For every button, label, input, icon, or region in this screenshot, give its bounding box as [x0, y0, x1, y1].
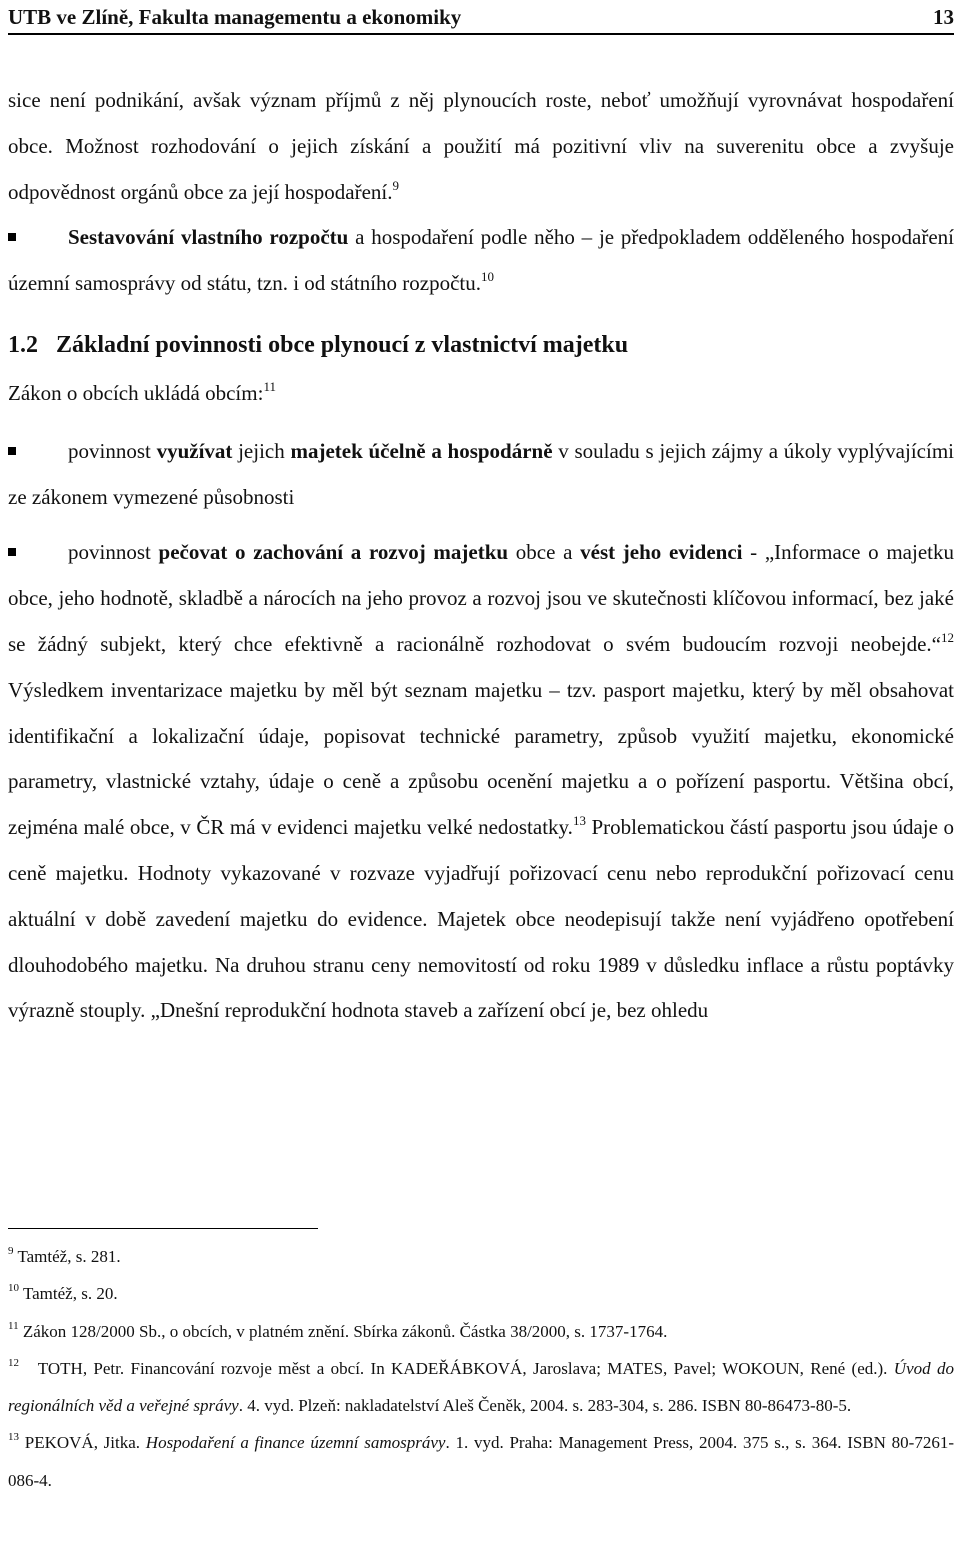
footnote-10: $^{10}$ Tamtéž, s. 20.	[8, 1282, 118, 1304]
main-content	[8, 78, 954, 1034]
page-number: 13	[933, 5, 954, 29]
intro-line: Zákon o obcích ukládá obcím:$^{11}$	[8, 378, 276, 405]
footnote-ref: 12	[941, 629, 954, 645]
page-header	[8, 0, 954, 35]
footnote-11: $^{11}$ Zákon 128/2000 Sb., o obcích, v platném znění. Sbírka zákonů. Částka 38/2000, s. 1737-1764.	[8, 1319, 668, 1341]
paragraph-1: sice není podnikání, avšak význam příjmů z něj plynoucích roste, neboť umožňují vyrovnávat hospodaření obce. Možnost rozhodování o jejich získání a použití má pozitivní vliv na suverenitu obce a zvyšuje odpovědnost orgánů obce za její hospodaření.$^9$	[8, 88, 954, 204]
section-heading: 1.2 Základní povinnosti obce plynoucí z vlastnictví majetku	[8, 331, 629, 358]
bullet-square-icon	[8, 548, 16, 556]
header-title: UTB ve Zlíně, Fakulta managementu a ekonomiky	[8, 5, 462, 29]
bullet-item: povinnost pečovat o zachování a rozvoj majetku obce a vést jeho evidenci - „Informace o majetku obce, jeho hodnotě, skladbě a nárocích na jeho provoz a rozvoj jsou ve skutečnosti klíčovou informací, bez jaké se žádný subjekt, který chce efektivně a racionálně rozhodovat o svém budoucím rozvoji neobejde.“$^{12}$ Výsledkem inventarizace majetku by měl být seznam majetku – tzv. pasport majetku, který by měl obsahovat identifikační a lokalizační údaje, popisovat technické parametry, způsob využití majetku, ekonomické parametry, vlastnické vztahy, údaje o ceně a způsobu ocenění majetku a o pořízení pasportu. Většina obcí, zejména malé obce, v ČR má v evidenci majetku velké nedostatky.$^{13}$ Problematickou částí pasportu jsou údaje o ceně majetku. Hodnoty vykazované v rozvaze vyjadřují pořizovací cenu nebo reprodukční pořizovací cenu aktuální v době zavedení majetku do evidence. Majetek obce neodepisují takže není vyjádřeno opotřebení dlouhodobého majetku. Na druhou stranu ceny nemovitostí od roku 1989 v důsledku inflace a růstu poptávky výrazně stouply. „Dnešní reprodukční hodnota staveb a zařízení obcí je, bez ohledu	[8, 540, 954, 1023]
footnote-ref: 13	[572, 813, 586, 829]
footnote-separator	[8, 1228, 318, 1229]
bullet-square-icon	[8, 233, 16, 241]
bullet-item: Sestavování vlastního rozpočtu a hospodaření podle něho – je předpokladem odděleného hospodaření územní samosprávy od státu, tzn. i od státního rozpočtu.$^{10}$	[8, 225, 954, 296]
footnote-12: $^{12}$ TOTH, Petr. Financování rozvoje měst a obcí. In KADEŘÁBKOVÁ, Jaroslava; MATES, Pavel; WOKOUN, René (ed.). Úvod do regionálních věd a veřejné správy. 4. vyd. Plzeň: nakladatelství Aleš Čeněk, 2004. s. 283-304, s. 286. ISBN 80-86473-80-5.	[8, 1356, 954, 1416]
bullet-square-icon	[8, 447, 16, 455]
footnote-ref: 10	[481, 269, 494, 285]
footnote-9: $^9$ Tamtéž, s. 281.	[8, 1245, 121, 1266]
footnotes	[8, 1238, 954, 1499]
footnote-13: $^{13}$ PEKOVÁ, Jitka. Hospodaření a finance územní samosprávy. 1. vyd. Praha: Management Press, 2004. 375 s., s. 364. ISBN 80-7261-086-4.	[8, 1431, 954, 1490]
footnote-ref: 9	[392, 177, 400, 193]
footnote-ref: 11	[263, 378, 276, 394]
bullet-item: povinnost využívat jejich majetek účelně a hospodárně v souladu s jejich zájmy a úkoly vyplývajícími ze zákonem vymezené působnosti	[8, 438, 954, 509]
